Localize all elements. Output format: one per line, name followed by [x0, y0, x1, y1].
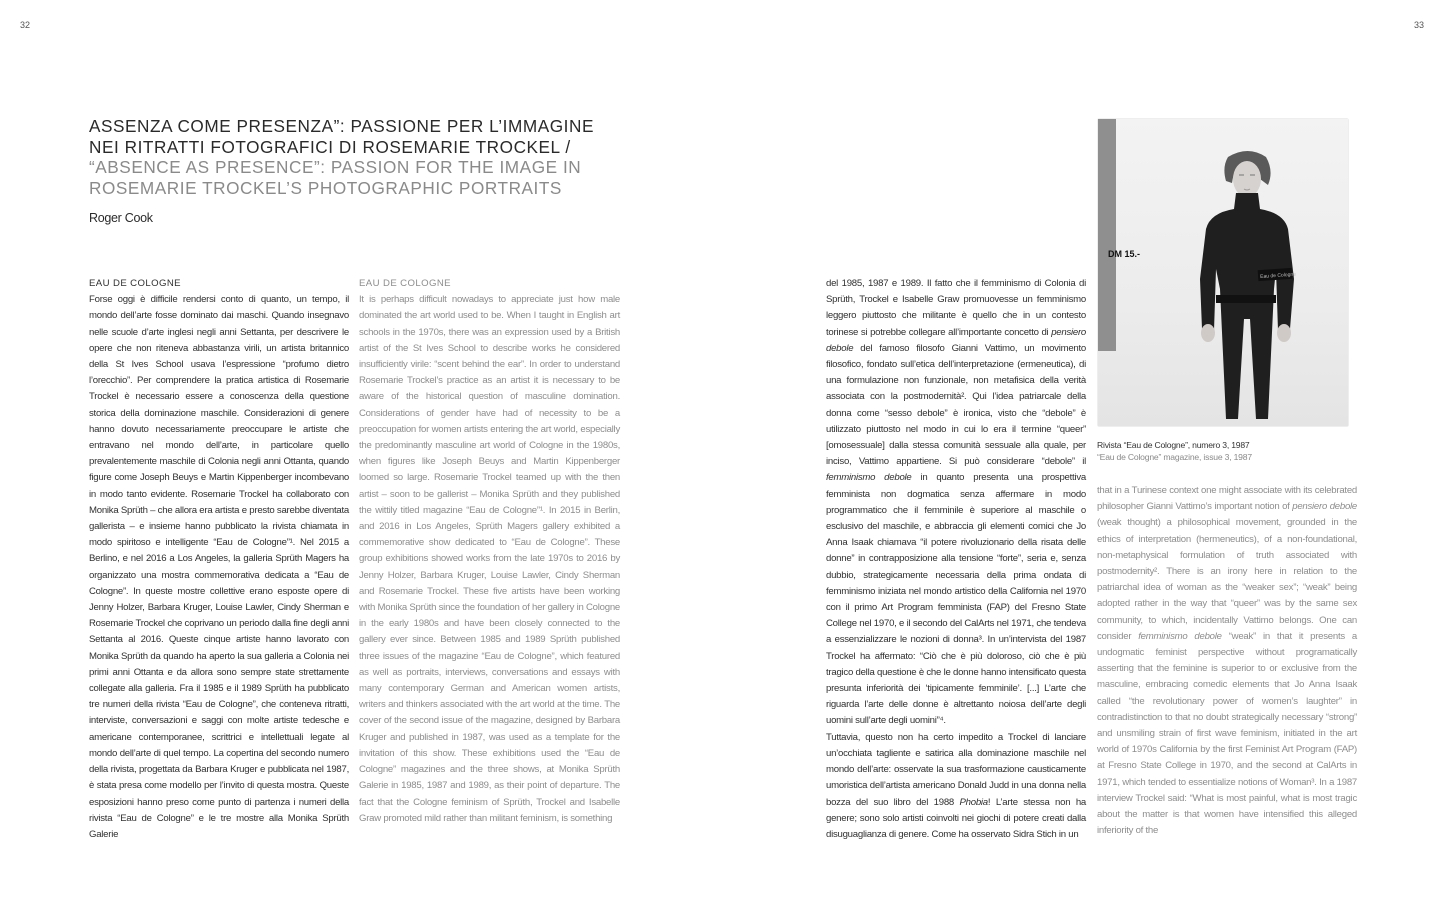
image-caption-italian: Rivista “Eau de Cologne”, numero 3, 1987 [1097, 440, 1250, 450]
section-heading-english: EAU DE COLOGNE [359, 278, 451, 289]
title-italian-line-1: ASSENZA COME PRESENZA”: PASSIONE PER L’IMMAGINE [89, 116, 594, 136]
image-caption-english: “Eau de Cologne” magazine, issue 3, 1987 [1097, 452, 1252, 462]
magazine-cover-photo [1098, 119, 1348, 426]
body-paragraph: del 1985, 1987 e 1989. Il fatto che il femminismo di Colonia di Sprüth, Trockel e Isabelle Graw promuovesse un femminismo leggero piuttosto che militante è quello che in un contesto torinese si potrebbe collegare all’importante concetto di pensiero debole del famoso filosofo Gianni Vattimo, un movimento filosofico, fondato sull’etica dell’interpretazione (ermeneutica), di una formulazione non funzionale, non metafisica della verità associata con la postmodernità². Qui l’idea patriarcale della donna come “sesso debole” è ironica, visto che “debole” è utilizzato piuttosto nel modo in cui lo era il termine “queer” [omosessuale] dalla stessa comunità sessuale alla quale, per inciso, Vattimo appartiene. Si può considerare “debole” il femminismo debole in quanto presenta una prospettiva femminista non dogmatica senza affermare in modo programmatico che il femminile è superiore al maschile o esclusivo del maschile, e abbraccia gli elementi comici che Jo Anna Isaak chiamava “il potere rivoluzionario della risata delle donne” in contrapposizione alla tensione “forte”, seria e, senza dubbio, strategicamente necessaria della prima ondata di femminismo iniziata nel mondo artistico della California nel 1970 con il primo Art Program femminista (FAP) del Fresno State College nel 1970, e il secondo del CalArts nel 1971, che tendeva a essenzializzare le nozioni di donna³. In un’intervista del 1987 Trockel ha affermato: “Ciò che è più doloroso, ciò che è più tragico della questione è che le donne hanno intensificato questa presunta inferiorità dei ‘tipicamente femminile’. [...] L’arte che riguarda l’arte delle donne è altrettanto noiosa dell’arte degli uomini sull’arte degli uomini”⁴. [826, 278, 1086, 727]
title-english-line-1: “ABSENCE AS PRESENCE”: PASSION FOR THE IMAGE IN [89, 157, 582, 177]
italian-text-column-2 [826, 276, 1087, 840]
italian-text-column-1 [89, 276, 349, 840]
title-italian-line-2: NEI RITRATTI FOTOGRAFICI DI ROSEMARIE TROCKEL / [89, 136, 571, 157]
body-paragraph: It is perhaps difficult nowadays to appreciate just how male dominated the art world used to be. When I taught in English art schools in the 1970s, there was an expression used by a British artist of the St Ives School to describe works he considered insufficiently virile: “scent behind the ear”. In order to understand Rosemarie Trockel’s practice as an artist it is necessary to be aware of the historical question of masculine domination. Considerations of gender have had of necessity to be a preoccupation for women artists entering the art world, especially the predominantly masculine art world of Cologne in the 1980s, when figures like Joseph Beuys and Martin Kippenberger loomed so large. Rosemarie Trockel teamed up with the then artist – soon to be gallerist – Monika Sprüth and they published the wittily titled magazine “Eau de Cologne”¹. In 2015 in Berlin, and 2016 in Los Angeles, Sprüth Magers gallery exhibited a commemorative show dedicated to “Eau de Cologne”. These group exhibitions showed works from the late 1970s to 2016 by Jenny Holzer, Barbara Kruger, Louise Lawler, Cindy Sherman and Rosemarie Trockel. These five artists have been working with Monika Sprüth since the foundation of her gallery in Cologne in the early 1980s and have been closely connected to the gallery ever since. Between 1985 and 1989 Sprüth published three issues of the magazine “Eau de Cologne”, which featured as well as portraits, interviews, conversations and essays with many contemporary German and American women artists, writers and thinkers associated with the art world at the time. The cover of the second issue of the magazine, designed by Barbara Kruger and published in 1987, was used as a template for the invitation of this show. These exhibitions used the “Eau de Cologne” magazines and the three shows, at Monika Sprüth Galerie in 1985, 1987 and 1989, as their point of departure. The fact that the Cologne feminism of Sprüth, Trockel and Isabelle Graw promoted mild rather than militant feminism, is something [359, 294, 620, 824]
price-label: DM 15.- [1108, 249, 1141, 259]
article-title [89, 116, 609, 198]
page-number-right: 33 [1414, 20, 1425, 30]
section-heading-italian: EAU DE COLOGNE [89, 278, 181, 289]
body-paragraph: Forse oggi è difficile rendersi conto di quanto, un tempo, il mondo dell’arte fosse dominato dai maschi. Quando insegnavo nelle scuole d’arte inglesi negli anni Settanta, per descrivere le opere che non riteneva abbastanza virili, un artista britannico della St Ives School usava l’espressione “profumo dietro l’orecchio”. Per comprendere la pratica artistica di Rosemarie Trockel è necessario essere a conoscenza della questione storica della dominazione maschile. Considerazioni di genere hanno dovuto necessariamente preoccupare le artiste che entravano nel mondo dell’arte, in particolare quello prevalentemente maschile di Colonia negli anni Ottanta, quando figure come Joseph Beuys e Martin Kippenberger incombevano in modo tanto evidente. Rosemarie Trockel ha collaborato con Monika Sprüth – che allora era artista e presto sarebbe diventata gallerista – e insieme hanno pubblicato la rivista chiamata in modo spiritoso e intelligente “Eau de Cologne”¹. Nel 2015 a Berlino, e nel 2016 a Los Angeles, la galleria Sprüth Magers ha organizzato una mostra commemorativa dedicata a “Eau de Cologne”. In queste mostre collettive erano esposte opere di Jenny Holzer, Barbara Kruger, Louise Lawler, Cindy Sherman e Rosemarie Trockel che coprivano un periodo dalla fine degli anni Settanta al 2016. Queste cinque artiste hanno lavorato con Monika Sprüth da quando ha aperto la sua galleria a Colonia nei primi anni Ottanta e da allora sono sempre state strettamente collegate alla galleria. Fra il 1985 e il 1989 Sprüth ha pubblicato tre numeri della rivista “Eau de Cologne”, che conteneva ritratti, interviste, conversazioni e saggi con molte artiste tedesche e americane contemporanee, scrittrici e intellettuali legate al mondo dell’arte di quel tempo. La copertina del secondo numero della rivista, progettata da Barbara Kruger e pubblicata nel 1987, è stata presa come modello per l’invito di questa mostra. Queste esposizioni hanno preso come punto di partenza i numeri della rivista “Eau de Cologne” e le tre mostre alla Monika Sprüth Galerie [89, 294, 349, 840]
armband-label: Eau de Cologne [1259, 271, 1297, 281]
title-english-line-2: ROSEMARIE TROCKEL’S PHOTOGRAPHIC PORTRAITS [89, 177, 562, 198]
author-name: Roger Cook [89, 211, 153, 225]
body-paragraph: Tuttavia, questo non ha certo impedito a Trockel di lanciare un’occhiata tagliente e satirica alla dominazione maschile nel mondo dell’arte: osservate la sua trasformazione causticamente umoristica dell’artista americano Donald Judd in una donna nella bozza del suo libro del 1988 Phobia! L’arte stessa non ha genere; sono solo artisti coinvolti nei giochi di potere creati dalla disuguaglianza di genere. Come ha osservato Sidra Stich in un [826, 731, 1087, 840]
english-text-column-2 [1097, 483, 1358, 837]
english-text-column-1 [359, 276, 620, 824]
woman-portrait-figure [1098, 119, 1348, 426]
body-paragraph: that in a Turinese context one might associate with its celebrated philosopher Gianni Vattimo’s important notion of pensiero debole (weak thought) a philosophical movement, grounded in the ethics of interpretation (hermeneutics), of a non-foundational, non-metaphysical formulation of truth associated with postmodernity². There is an irony here in relation to the patriarchal idea of woman as the “weaker sex”; “weak” being adopted rather in the way that “queer” was by the same sex community, to which, incidentally Vattimo belongs. One can consider femminismo debole “weak” in that it presents a undogmatic feminist perspective without programatically asserting that the feminine is superior to or exclusive from the masculine, embracing comedic elements that Jo Anna Isaak called “the revolutionary power of women’s laughter” in contradistinction to that no doubt strategically necessary “strong” and unsmiling strain of first wave feminism, initiated in the art world of 1970s California by the first Feminist Art Program (FAP) at Fresno State College in 1970, and the second at CalArts in 1971, which tended to essentialize notions of Woman³. In a 1987 interview Trockel said: “What is most painful, what is most tragic about the matter is that women have intensified this alleged inferiority of the [1097, 485, 1358, 837]
page-number-left: 32 [20, 20, 31, 30]
